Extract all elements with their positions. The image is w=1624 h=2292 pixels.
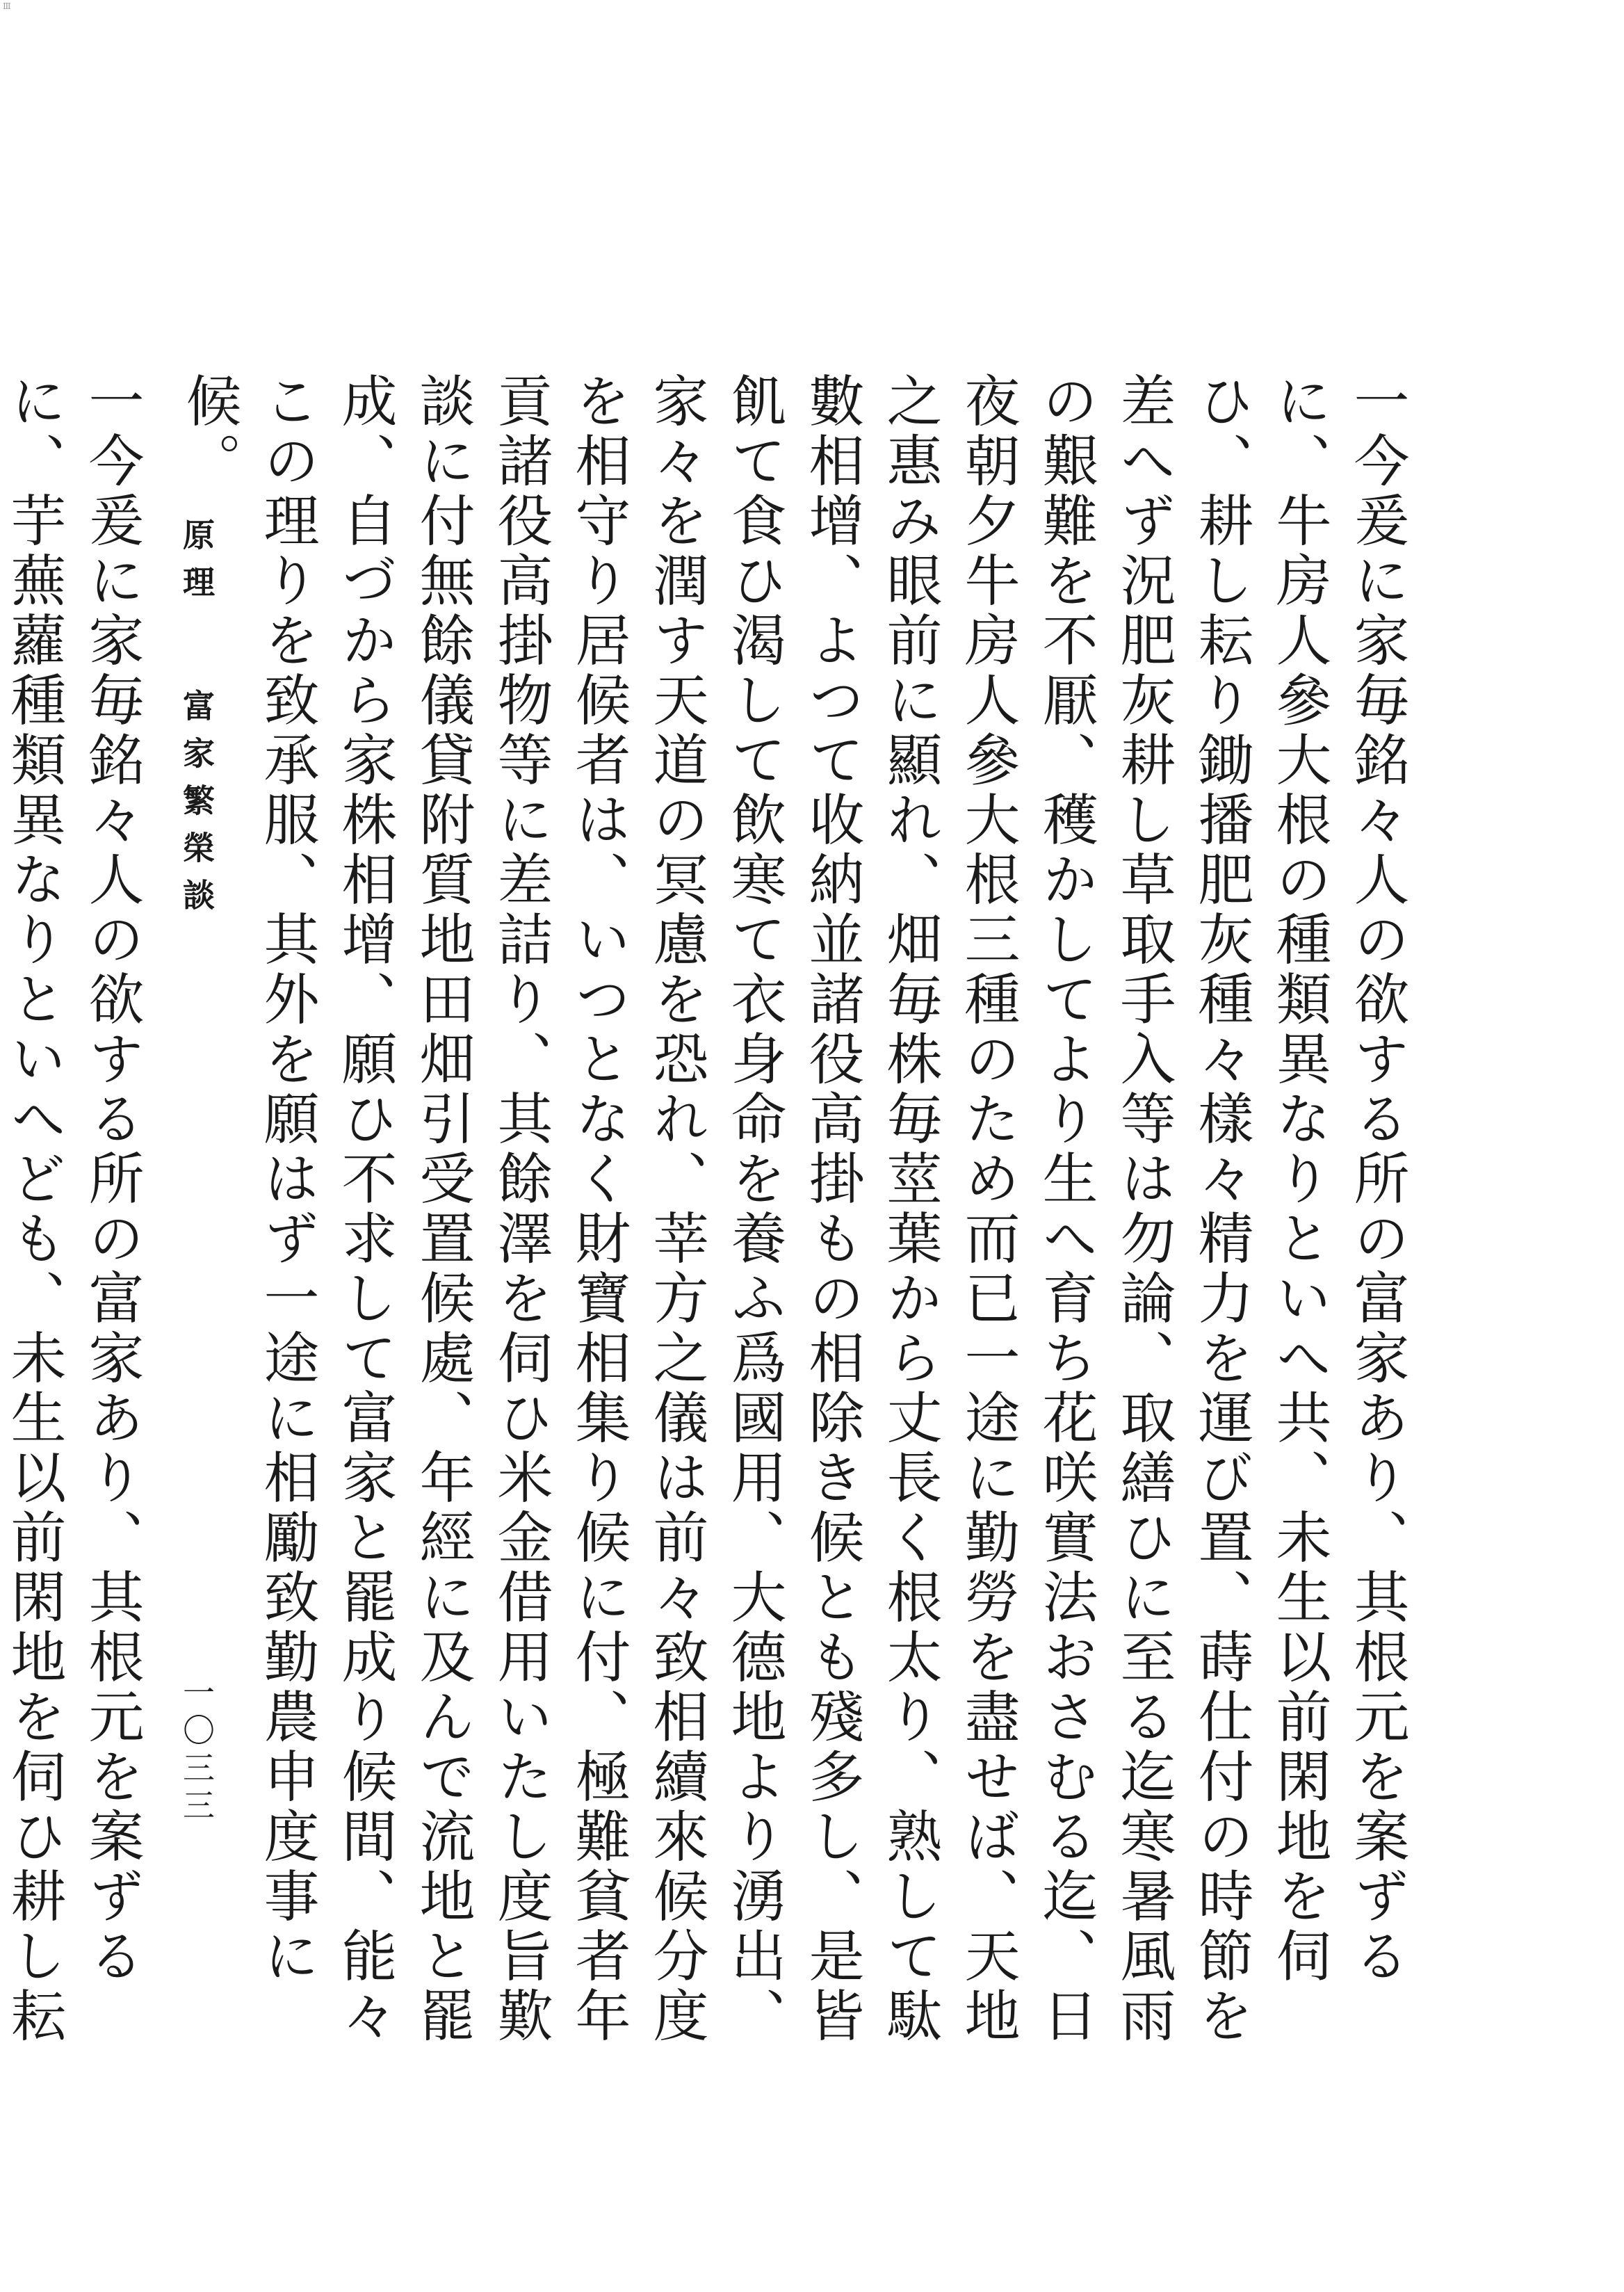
scan-mark: Ⅲ xyxy=(3,1,11,11)
running-head xyxy=(174,518,220,1047)
running-head-section: 原理 xyxy=(178,518,216,613)
page-number: 一〇三三 xyxy=(178,1676,216,1826)
paragraph-1: 一今爰に家毎銘々人の欲する所の富家あり、其根元を案ずるに、牛房人參大根の種類異なりといへ共、未生以前閑地を伺ひ、耕し耘り鋤播肥灰種々樣々精力を運び置、蒔仕付の時節を差へず況肥灰耕し草取手入等は勿論、取繕ひに至る迄寒暑風雨の艱難を不厭、穫かしてより生へ育ち花咲實法おさむる迄、日夜朝夕牛房人參大根三種のため而已一途に勤勞を盡せば、天地之惠み眼前に顯れ、畑毎株毎莖葉から丈長く根太り、熟して駄數相增、よつて收納並諸役高掛もの相除き候とも殘多し、是皆飢て食ひ渴して飲寒て衣身命を養ふ爲國用、大德地より湧出、家々を潤す天道の冥慮を恐れ、莘方之儀は前々致相續來候分度を相守り居候者は、いつとなく財寶相集り候に付、極難貧者年貢諸役高掛物等に差詰り、其餘澤を伺ひ米金借用いたし度旨歎談に付無餘儀貸附質地田畑引受置候處、年經に及んで流地と罷成、自づから家株相增、願ひ不求して富家と罷成り候間、能々この理りを致承服、其外を願はず一途に相勵致勤農申度事に候。 xyxy=(177,372,1409,2047)
running-head-title: 富家繁榮談 xyxy=(178,689,216,926)
paragraph-2: 一今爰に家毎銘々人の欲する所の富家あり、其根元を案ずるに、芋蕪蘿種類異なりといへども、未生以前閑地を伺ひ耕し耘 xyxy=(1,372,144,2047)
